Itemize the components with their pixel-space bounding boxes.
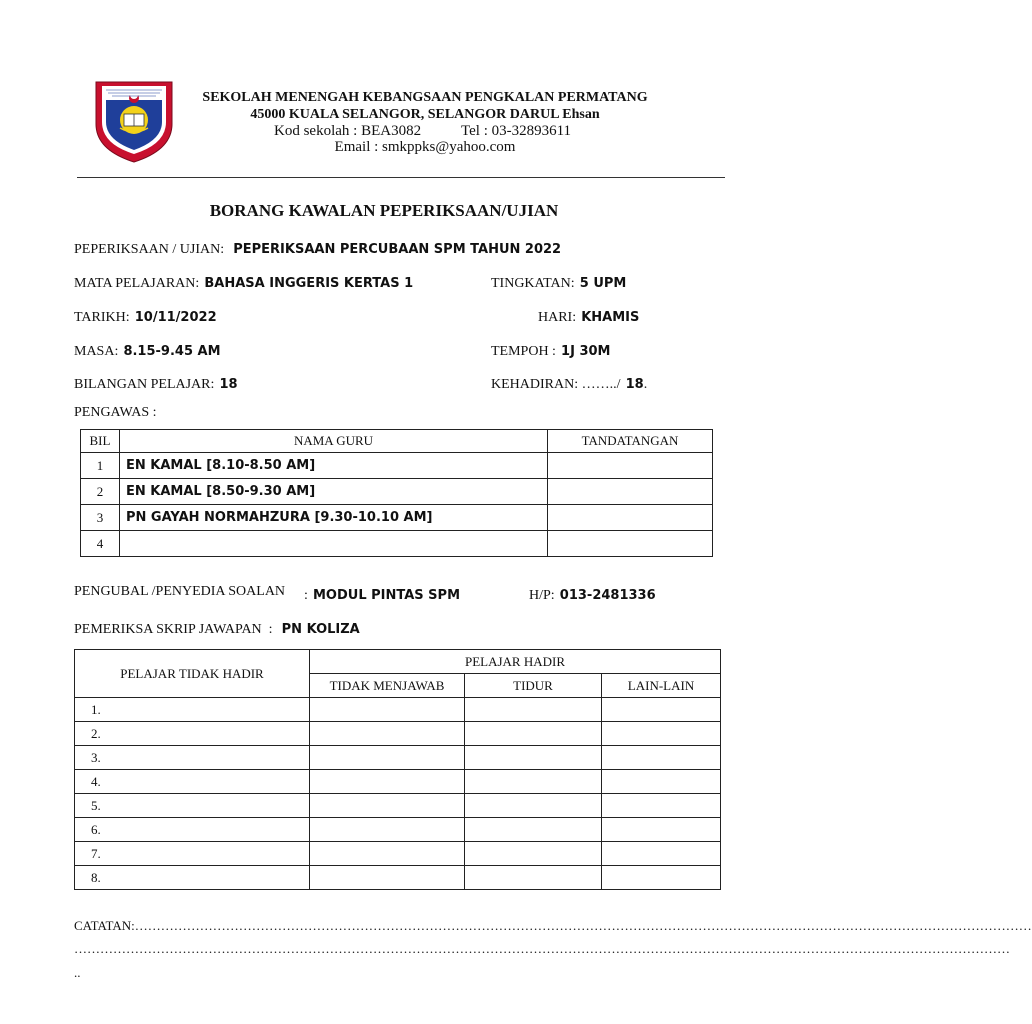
lain-lain-cell[interactable] <box>602 842 721 866</box>
mata-pelajaran-label: MATA PELAJARAN: <box>74 276 200 291</box>
penggubal-label: PENGUBAL /PENYEDIA SOALAN <box>74 584 286 599</box>
tempoh-label: TEMPOH : <box>491 344 556 359</box>
table-row <box>75 866 721 890</box>
penggubal-colon: : <box>304 588 308 603</box>
school-name: SEKOLAH MENENGAH KEBANGSAAN PENGKALAN PERMATANG <box>202 90 648 105</box>
row-number[interactable]: 5. <box>75 794 310 818</box>
penggubal-value-row <box>304 584 460 604</box>
masa-row <box>74 340 221 360</box>
school-tel: Tel : 03-32893611 <box>461 123 572 139</box>
header-lain-lain: LAIN-LAIN <box>602 674 721 698</box>
tingkatan-value: 5 UPM <box>579 276 627 291</box>
bil-cell: 2 <box>81 479 120 505</box>
tidur-cell[interactable] <box>465 866 602 890</box>
masa-value: 8.15-9.45 AM <box>123 344 221 359</box>
tidur-cell[interactable] <box>465 794 602 818</box>
table-row <box>81 479 713 505</box>
tidak-menjawab-cell[interactable] <box>310 722 465 746</box>
table-row <box>75 770 721 794</box>
hp-row <box>529 584 656 604</box>
tingkatan-label: TINGKATAN: <box>491 276 575 291</box>
kehadiran-suffix: . <box>643 377 648 392</box>
school-code: Kod sekolah : BEA3082 <box>274 123 422 139</box>
kehadiran-header-row <box>75 650 721 674</box>
peperiksaan-row <box>74 238 561 258</box>
hp-value: 013-2481336 <box>559 588 656 603</box>
table-row <box>81 453 713 479</box>
lain-lain-cell[interactable] <box>602 770 721 794</box>
signature-cell[interactable] <box>548 505 713 531</box>
tidak-menjawab-cell[interactable] <box>310 770 465 794</box>
nama-guru-cell[interactable]: PN GAYAH NORMAHZURA [9.30-10.10 AM] <box>120 505 548 531</box>
bil-cell: 1 <box>81 453 120 479</box>
nama-guru-cell[interactable] <box>120 531 548 557</box>
tidur-cell[interactable] <box>465 746 602 770</box>
pemeriksa-value: PN KOLIZA <box>281 622 360 637</box>
table-row <box>75 842 721 866</box>
pengawas-header-row <box>81 430 713 453</box>
lain-lain-cell[interactable] <box>602 866 721 890</box>
table-row <box>75 746 721 770</box>
hari-value: KHAMIS <box>581 310 640 325</box>
hp-label: H/P: <box>529 588 555 603</box>
tarikh-row <box>74 306 217 326</box>
row-number[interactable]: 4. <box>75 770 310 794</box>
row-number[interactable]: 3. <box>75 746 310 770</box>
tidur-cell[interactable] <box>465 842 602 866</box>
header-tidak-menjawab: TIDAK MENJAWAB <box>310 674 465 698</box>
masa-label: MASA: <box>74 344 119 359</box>
lain-lain-cell[interactable] <box>602 698 721 722</box>
bilangan-value: 18 <box>219 377 238 392</box>
penggubal-value: MODUL PINTAS SPM <box>312 588 461 603</box>
row-number[interactable]: 2. <box>75 722 310 746</box>
hari-label: HARI: <box>538 310 577 325</box>
bil-cell: 3 <box>81 505 120 531</box>
tidak-menjawab-cell[interactable] <box>310 818 465 842</box>
tidur-cell[interactable] <box>465 698 602 722</box>
header-tandatangan: TANDATANGAN <box>548 430 713 453</box>
form-title: BORANG KAWALAN PEPERIKSAAN/UJIAN <box>209 201 559 220</box>
row-number[interactable]: 1. <box>75 698 310 722</box>
tidur-cell[interactable] <box>465 722 602 746</box>
school-address: 45000 KUALA SELANGOR, SELANGOR DARUL Ehsan <box>250 107 600 122</box>
table-row <box>81 531 713 557</box>
hari-row <box>538 306 639 326</box>
header-divider <box>77 177 725 178</box>
signature-cell[interactable] <box>548 479 713 505</box>
mata-pelajaran-value: BAHASA INGGERIS KERTAS 1 <box>204 276 414 291</box>
lain-lain-cell[interactable] <box>602 722 721 746</box>
row-number[interactable]: 6. <box>75 818 310 842</box>
header-bil: BIL <box>81 430 120 453</box>
table-row <box>75 794 721 818</box>
tarikh-label: TARIKH: <box>74 310 130 325</box>
tidak-menjawab-cell[interactable] <box>310 698 465 722</box>
kehadiran-table <box>74 649 721 890</box>
tingkatan-row <box>491 272 626 292</box>
header-pelajar-hadir: PELAJAR HADIR <box>310 650 721 674</box>
catatan-line-2[interactable]: ……………………………………………………………………………………………………………………………………………………………………………………………… <box>74 941 1010 956</box>
bilangan-label: BILANGAN PELAJAR: <box>74 377 215 392</box>
nama-guru-cell[interactable]: EN KAMAL [8.50-9.30 AM] <box>120 479 548 505</box>
tidak-menjawab-cell[interactable] <box>310 746 465 770</box>
tidak-menjawab-cell[interactable] <box>310 794 465 818</box>
catatan-line-3[interactable]: .. <box>74 965 81 980</box>
tarikh-value: 10/11/2022 <box>134 310 217 325</box>
header-nama-guru: NAMA GURU <box>120 430 548 453</box>
school-email: Email : smkppks@yahoo.com <box>334 139 516 155</box>
catatan-line-1[interactable] <box>74 918 1032 934</box>
kehadiran-row <box>491 373 647 393</box>
row-number[interactable]: 8. <box>75 866 310 890</box>
table-row <box>75 698 721 722</box>
tempoh-row <box>491 340 610 360</box>
tidur-cell[interactable] <box>465 770 602 794</box>
catatan-dots-1: ……………………………………………………………………………………………………………………………………………………………………………………… <box>134 918 1032 933</box>
lain-lain-cell[interactable] <box>602 746 721 770</box>
kehadiran-value: 18 <box>625 377 644 392</box>
header-tidur: TIDUR <box>465 674 602 698</box>
peperiksaan-label: PEPERIKSAAN / UJIAN: <box>74 242 225 257</box>
signature-cell[interactable] <box>548 531 713 557</box>
mata-pelajaran-row <box>74 272 413 292</box>
pemeriksa-label: PEMERIKSA SKRIP JAWAPAN : <box>74 622 273 637</box>
tidur-cell[interactable] <box>465 818 602 842</box>
bilangan-row <box>74 373 238 393</box>
row-number[interactable]: 7. <box>75 842 310 866</box>
header-pelajar-tidak-hadir: PELAJAR TIDAK HADIR <box>75 650 310 698</box>
kehadiran-label: KEHADIRAN: ……../ <box>491 377 621 392</box>
peperiksaan-value: PEPERIKSAAN PERCUBAAN SPM TAHUN 2022 <box>233 242 562 257</box>
table-row <box>81 505 713 531</box>
bil-cell: 4 <box>81 531 120 557</box>
tidak-menjawab-cell[interactable] <box>310 866 465 890</box>
signature-cell[interactable] <box>548 453 713 479</box>
catatan-label: CATATAN: <box>74 918 135 933</box>
pemeriksa-row <box>74 618 360 638</box>
table-row <box>75 722 721 746</box>
pengawas-table <box>80 429 713 557</box>
pengawas-label: PENGAWAS : <box>74 405 157 420</box>
table-row <box>75 818 721 842</box>
lain-lain-cell[interactable] <box>602 794 721 818</box>
lain-lain-cell[interactable] <box>602 818 721 842</box>
tidak-menjawab-cell[interactable] <box>310 842 465 866</box>
tempoh-value: 1J 30M <box>561 344 611 359</box>
nama-guru-cell[interactable]: EN KAMAL [8.10-8.50 AM] <box>120 453 548 479</box>
